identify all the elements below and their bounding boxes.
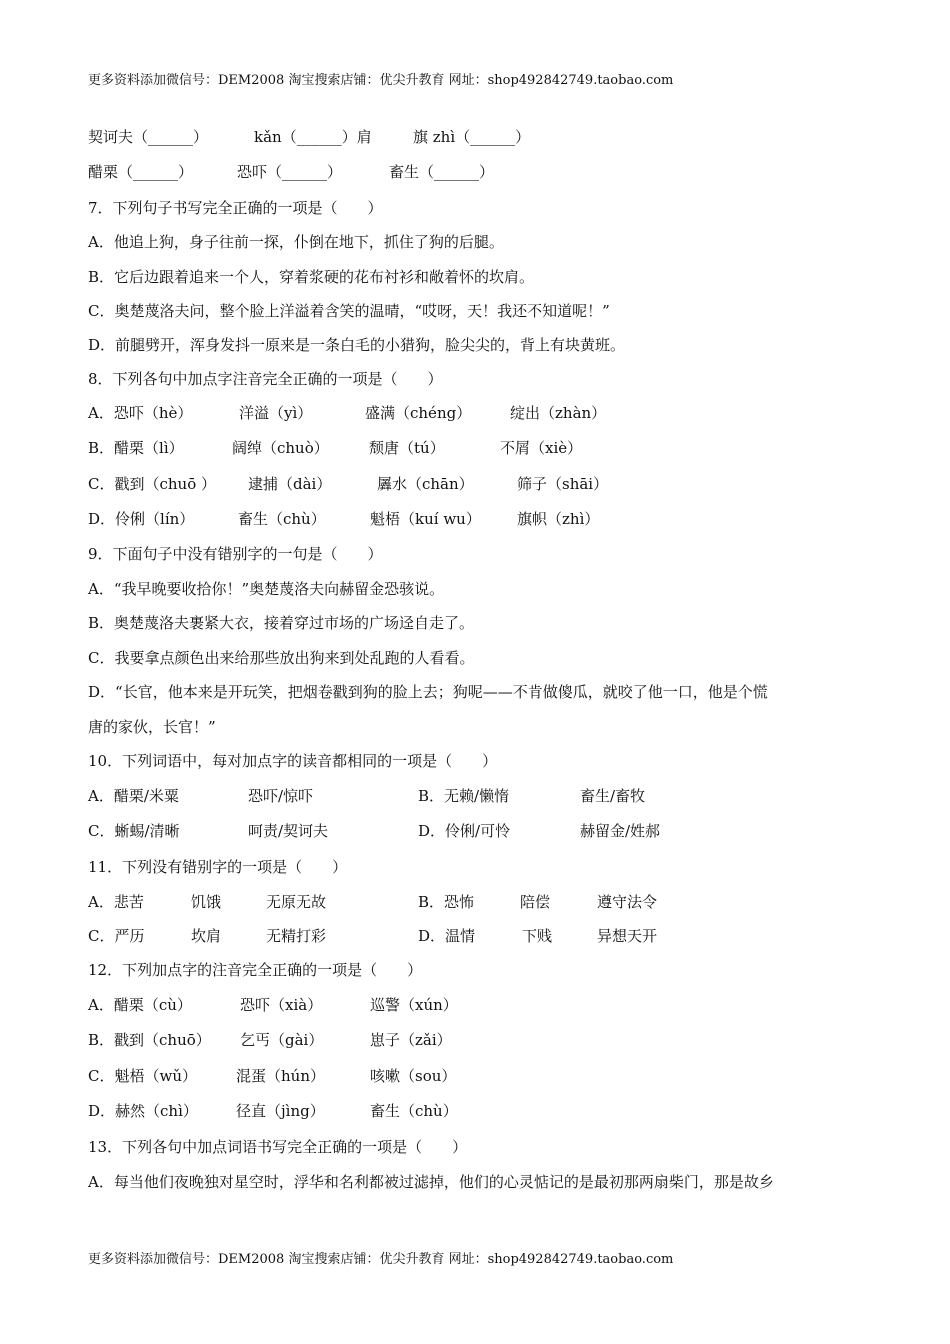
option-item: A．醋栗/米粟 [88,787,179,805]
option-item: 呵责/契诃夫 [248,822,329,840]
option-item: D．伶俐（lín） [88,510,195,528]
option-item: C．魁梧（wǔ） [88,1067,197,1085]
option-item: 魁梧（kuí wu） [370,510,481,528]
fill-item: 醋栗（______） [88,163,194,181]
option-item: 乞丐（gài） [240,1031,324,1049]
option-item: 崽子（zǎi） [370,1031,452,1049]
q7-option-a: A．他追上狗，身子往前一探，仆倒在地下，抓住了狗的后腿。 [88,233,504,251]
option-item: 畜生（chù） [238,510,326,528]
option-item: 饥饿 [191,893,222,911]
option-item: A．悲苦 [88,893,144,911]
q8-stem: 8．下列各句中加点字注音完全正确的一项是（ ） [88,370,443,388]
option-item: 颓唐（tú） [369,439,445,457]
fill-item: 畜生（______） [389,163,495,181]
option-item: 径直（jìng） [236,1102,325,1120]
fill-item: 契诃夫（______） [88,128,209,146]
option-item: 坎肩 [191,927,222,945]
page-footer: 更多资料添加微信号：DEM2008 淘宝搜索店铺：优尖升教育 网址：shop492842749.taobao.com [88,1252,674,1267]
option-item: 巡警（xún） [370,996,458,1014]
option-item: C．严历 [88,927,145,945]
page-header: 更多资料添加微信号：DEM2008 淘宝搜索店铺：优尖升教育 网址：shop492842749.taobao.com [88,73,674,88]
q7-stem: 7．下列句子书写完全正确的一项是（ ） [88,199,383,217]
q7-option-c: C．奥楚蔑洛夫问，整个脸上洋溢着含笑的温晴，“哎呀，天！我还不知道呢！” [88,302,610,320]
q7-option-b: B．它后边跟着追来一个人，穿着浆硬的花布衬衫和敞着怀的坎肩。 [88,268,535,286]
q11-stem: 11．下列没有错别字的一项是（ ） [88,858,348,876]
option-item: C．戳到（chuō ） [88,475,216,493]
option-item: A．醋栗（cù） [88,996,192,1014]
option-item: 无原无故 [266,893,327,911]
option-item: 遵守法令 [597,893,658,911]
option-item: 陪偿 [520,893,551,911]
fill-item: 旗 zhì（______） [413,128,531,146]
option-item: 混蛋（hún） [236,1067,325,1085]
q9-option-a: A．“我早晚要收拾你！”奥楚蔑洛夫向赫留金恐骇说。 [88,580,445,598]
q9-option-d-line2: 唐的家伙，长官！” [88,718,216,736]
option-item: B．醋栗（lì） [88,439,184,457]
q13-option-a: A．每当他们夜晚独对星空时，浮华和名利都被过滤掉，他们的心灵惦记的是最初那两扇柴门，那是故乡 [88,1173,774,1191]
option-item: D．伶俐/可怜 [418,822,511,840]
q9-option-c: C．我要拿点颜色出来给那些放出狗来到处乱跑的人看看。 [88,649,475,667]
option-item: D．温情 [418,927,476,945]
q7-option-d: D．前腿劈开，浑身发抖一原来是一条白毛的小猎狗，脸尖尖的，背上有块黄班。 [88,336,626,354]
fill-item: 恐吓（______） [237,163,343,181]
option-item: 盛满（chéng） [365,404,472,422]
option-item: 筛子（shāi） [517,475,609,493]
option-item: 恐吓（xià） [240,996,323,1014]
option-item: 畜生/畜牧 [580,787,646,805]
option-item: 洋溢（yì） [239,404,313,422]
option-item: 阔绰（chuò） [232,439,329,457]
option-item: 异想天开 [597,927,658,945]
option-item: B．无赖/懒惰 [418,787,510,805]
option-item: A．恐吓（hè） [88,404,193,422]
q10-stem: 10．下列词语中，每对加点字的读音都相同的一项是（ ） [88,752,498,770]
option-item: 逮捕（dài） [248,475,332,493]
option-item: 下贱 [522,927,553,945]
option-item: 赫留金/姓郝 [580,822,661,840]
option-item: 不屑（xiè） [500,439,583,457]
option-item: 羼水（chān） [377,475,474,493]
option-item: 无精打彩 [266,927,327,945]
q12-stem: 12．下列加点字的注音完全正确的一项是（ ） [88,961,423,979]
option-item: 绽出（zhàn） [510,404,607,422]
option-item: D．赫然（chì） [88,1102,198,1120]
q9-stem: 9．下面句子中没有错别字的一句是（ ） [88,545,383,563]
option-item: B．恐怖 [418,893,475,911]
fill-item: kǎn（______）肩 [254,128,372,146]
option-item: 恐吓/惊吓 [248,787,314,805]
option-item: 畜生（chù） [370,1102,458,1120]
q9-option-b: B．奥楚蔑洛夫裹紧大衣，接着穿过市场的广场迳自走了。 [88,614,475,632]
option-item: B．戳到（chuō） [88,1031,211,1049]
q9-option-d-line1: D．“长官，他本来是开玩笑，把烟卷戳到狗的脸上去；狗呢——不肯做傻瓜，就咬了他一口，他是个慌 [88,683,768,701]
q13-stem: 13．下列各句中加点词语书写完全正确的一项是（ ） [88,1138,468,1156]
option-item: 咳嗽（sou） [370,1067,457,1085]
option-item: C．蜥蜴/清晰 [88,822,180,840]
option-item: 旗帜（zhì） [517,510,600,528]
